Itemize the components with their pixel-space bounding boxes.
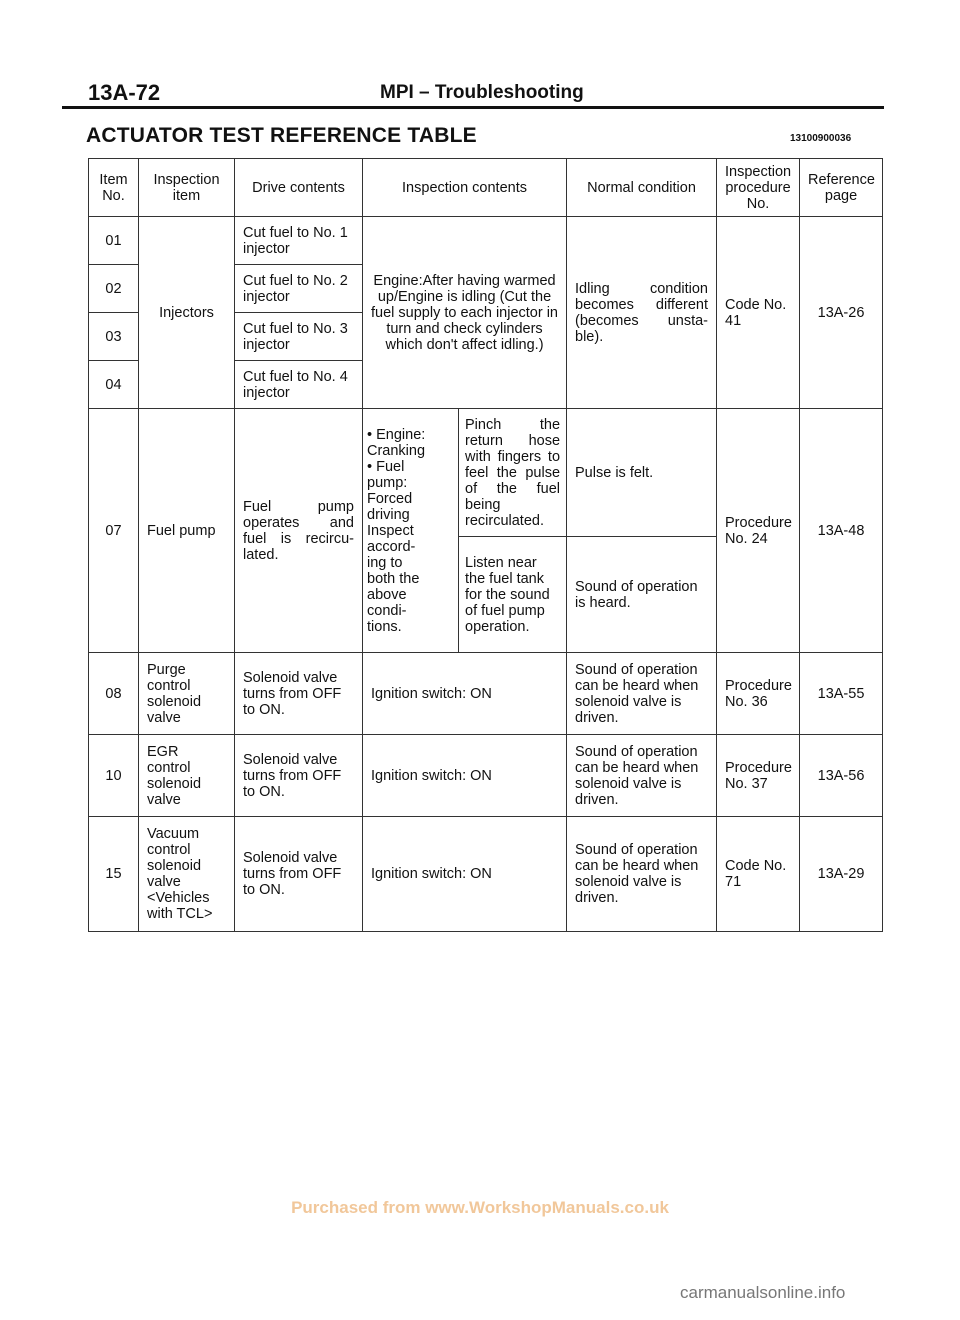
item-no: 01: [89, 217, 139, 265]
normal-condition: Idling condition becomes different (becomes unsta-ble).: [567, 217, 717, 409]
item-no: 10: [89, 735, 139, 817]
normal-condition: Sound of operation can be heard when solenoid valve is driven.: [567, 653, 717, 735]
inspection-item: EGR control solenoid valve: [139, 735, 235, 817]
document-code: 13100900036: [790, 133, 852, 144]
page-number: 13A-72: [88, 80, 161, 105]
site-watermark: carmanualsonline.info: [680, 1283, 846, 1302]
actuator-test-table: [88, 158, 883, 932]
header-drive-contents: Drive contents: [235, 159, 363, 217]
table-row: [89, 653, 883, 735]
inspection-check-sound: Listen near the fuel tank for the sound of fuel pump operation.: [459, 537, 567, 653]
normal-condition: Sound of operation is heard.: [567, 537, 717, 653]
reference-page: 13A-29: [800, 817, 883, 932]
inspection-item: Fuel pump: [139, 409, 235, 653]
drive-contents: Cut fuel to No. 4 injector: [235, 361, 363, 409]
item-no: 07: [89, 409, 139, 653]
procedure-no: Procedure No. 36: [717, 653, 800, 735]
normal-condition: Sound of operation can be heard when solenoid valve is driven.: [567, 735, 717, 817]
item-no: 02: [89, 265, 139, 313]
header-inspection-contents: Inspection contents: [363, 159, 567, 217]
header-rule: [62, 106, 884, 109]
header-inspection-item: Inspection item: [139, 159, 235, 217]
table-row: [89, 409, 883, 537]
reference-page: 13A-26: [800, 217, 883, 409]
item-no: 03: [89, 313, 139, 361]
reference-page: 13A-56: [800, 735, 883, 817]
inspection-item: Purge control solenoid valve: [139, 653, 235, 735]
inspection-item: Injectors: [139, 217, 235, 409]
drive-contents: Fuel pump operates and fuel is recircu-lated.: [235, 409, 363, 653]
procedure-no: Code No. 71: [717, 817, 800, 932]
inspection-check-pulse: Pinch the return hose with fingers to feel the pulse of the fuel being recirculated.: [459, 409, 567, 537]
header-reference: Reference page: [800, 159, 883, 217]
inspection-condition: • Engine: Cranking • Fuel pump: Forced driving Inspect accord- ing to both the above condi- tions.: [363, 409, 459, 653]
document-title: ACTUATOR TEST REFERENCE TABLE: [86, 124, 477, 147]
inspection-contents: Ignition switch: ON: [363, 653, 567, 735]
inspection-contents: Ignition switch: ON: [363, 735, 567, 817]
header-normal-condition: Normal condition: [567, 159, 717, 217]
table-row: [89, 217, 883, 265]
header-item-no: Item No.: [89, 159, 139, 217]
table-header-row: [89, 159, 883, 217]
drive-contents: Cut fuel to No. 2 injector: [235, 265, 363, 313]
normal-condition: Sound of operation can be heard when solenoid valve is driven.: [567, 817, 717, 932]
item-no: 15: [89, 817, 139, 932]
procedure-no: Procedure No. 37: [717, 735, 800, 817]
inspection-contents: Ignition switch: ON: [363, 817, 567, 932]
item-no: 04: [89, 361, 139, 409]
footer-purchase-link[interactable]: Purchased from www.WorkshopManuals.co.uk: [291, 1198, 669, 1217]
normal-condition: Pulse is felt.: [567, 409, 717, 537]
drive-contents: Cut fuel to No. 1 injector: [235, 217, 363, 265]
item-no: 08: [89, 653, 139, 735]
table-row: [89, 735, 883, 817]
drive-contents: Solenoid valve turns from OFF to ON.: [235, 653, 363, 735]
inspection-item: Vacuum control solenoid valve <Vehicles with TCL>: [139, 817, 235, 932]
inspection-contents: Engine:After having warmed up/Engine is idling (Cut the fuel supply to each injector in turn and check cylinders which don't affect idling.): [363, 217, 567, 409]
reference-page: 13A-55: [800, 653, 883, 735]
procedure-no: Procedure No. 24: [717, 409, 800, 653]
reference-page: 13A-48: [800, 409, 883, 653]
table-row: [89, 817, 883, 932]
section-title: MPI – Troubleshooting: [380, 82, 584, 103]
drive-contents: Solenoid valve turns from OFF to ON.: [235, 817, 363, 932]
drive-contents: Solenoid valve turns from OFF to ON.: [235, 735, 363, 817]
header-procedure: Inspection procedure No.: [717, 159, 800, 217]
drive-contents: Cut fuel to No. 3 injector: [235, 313, 363, 361]
procedure-no: Code No. 41: [717, 217, 800, 409]
